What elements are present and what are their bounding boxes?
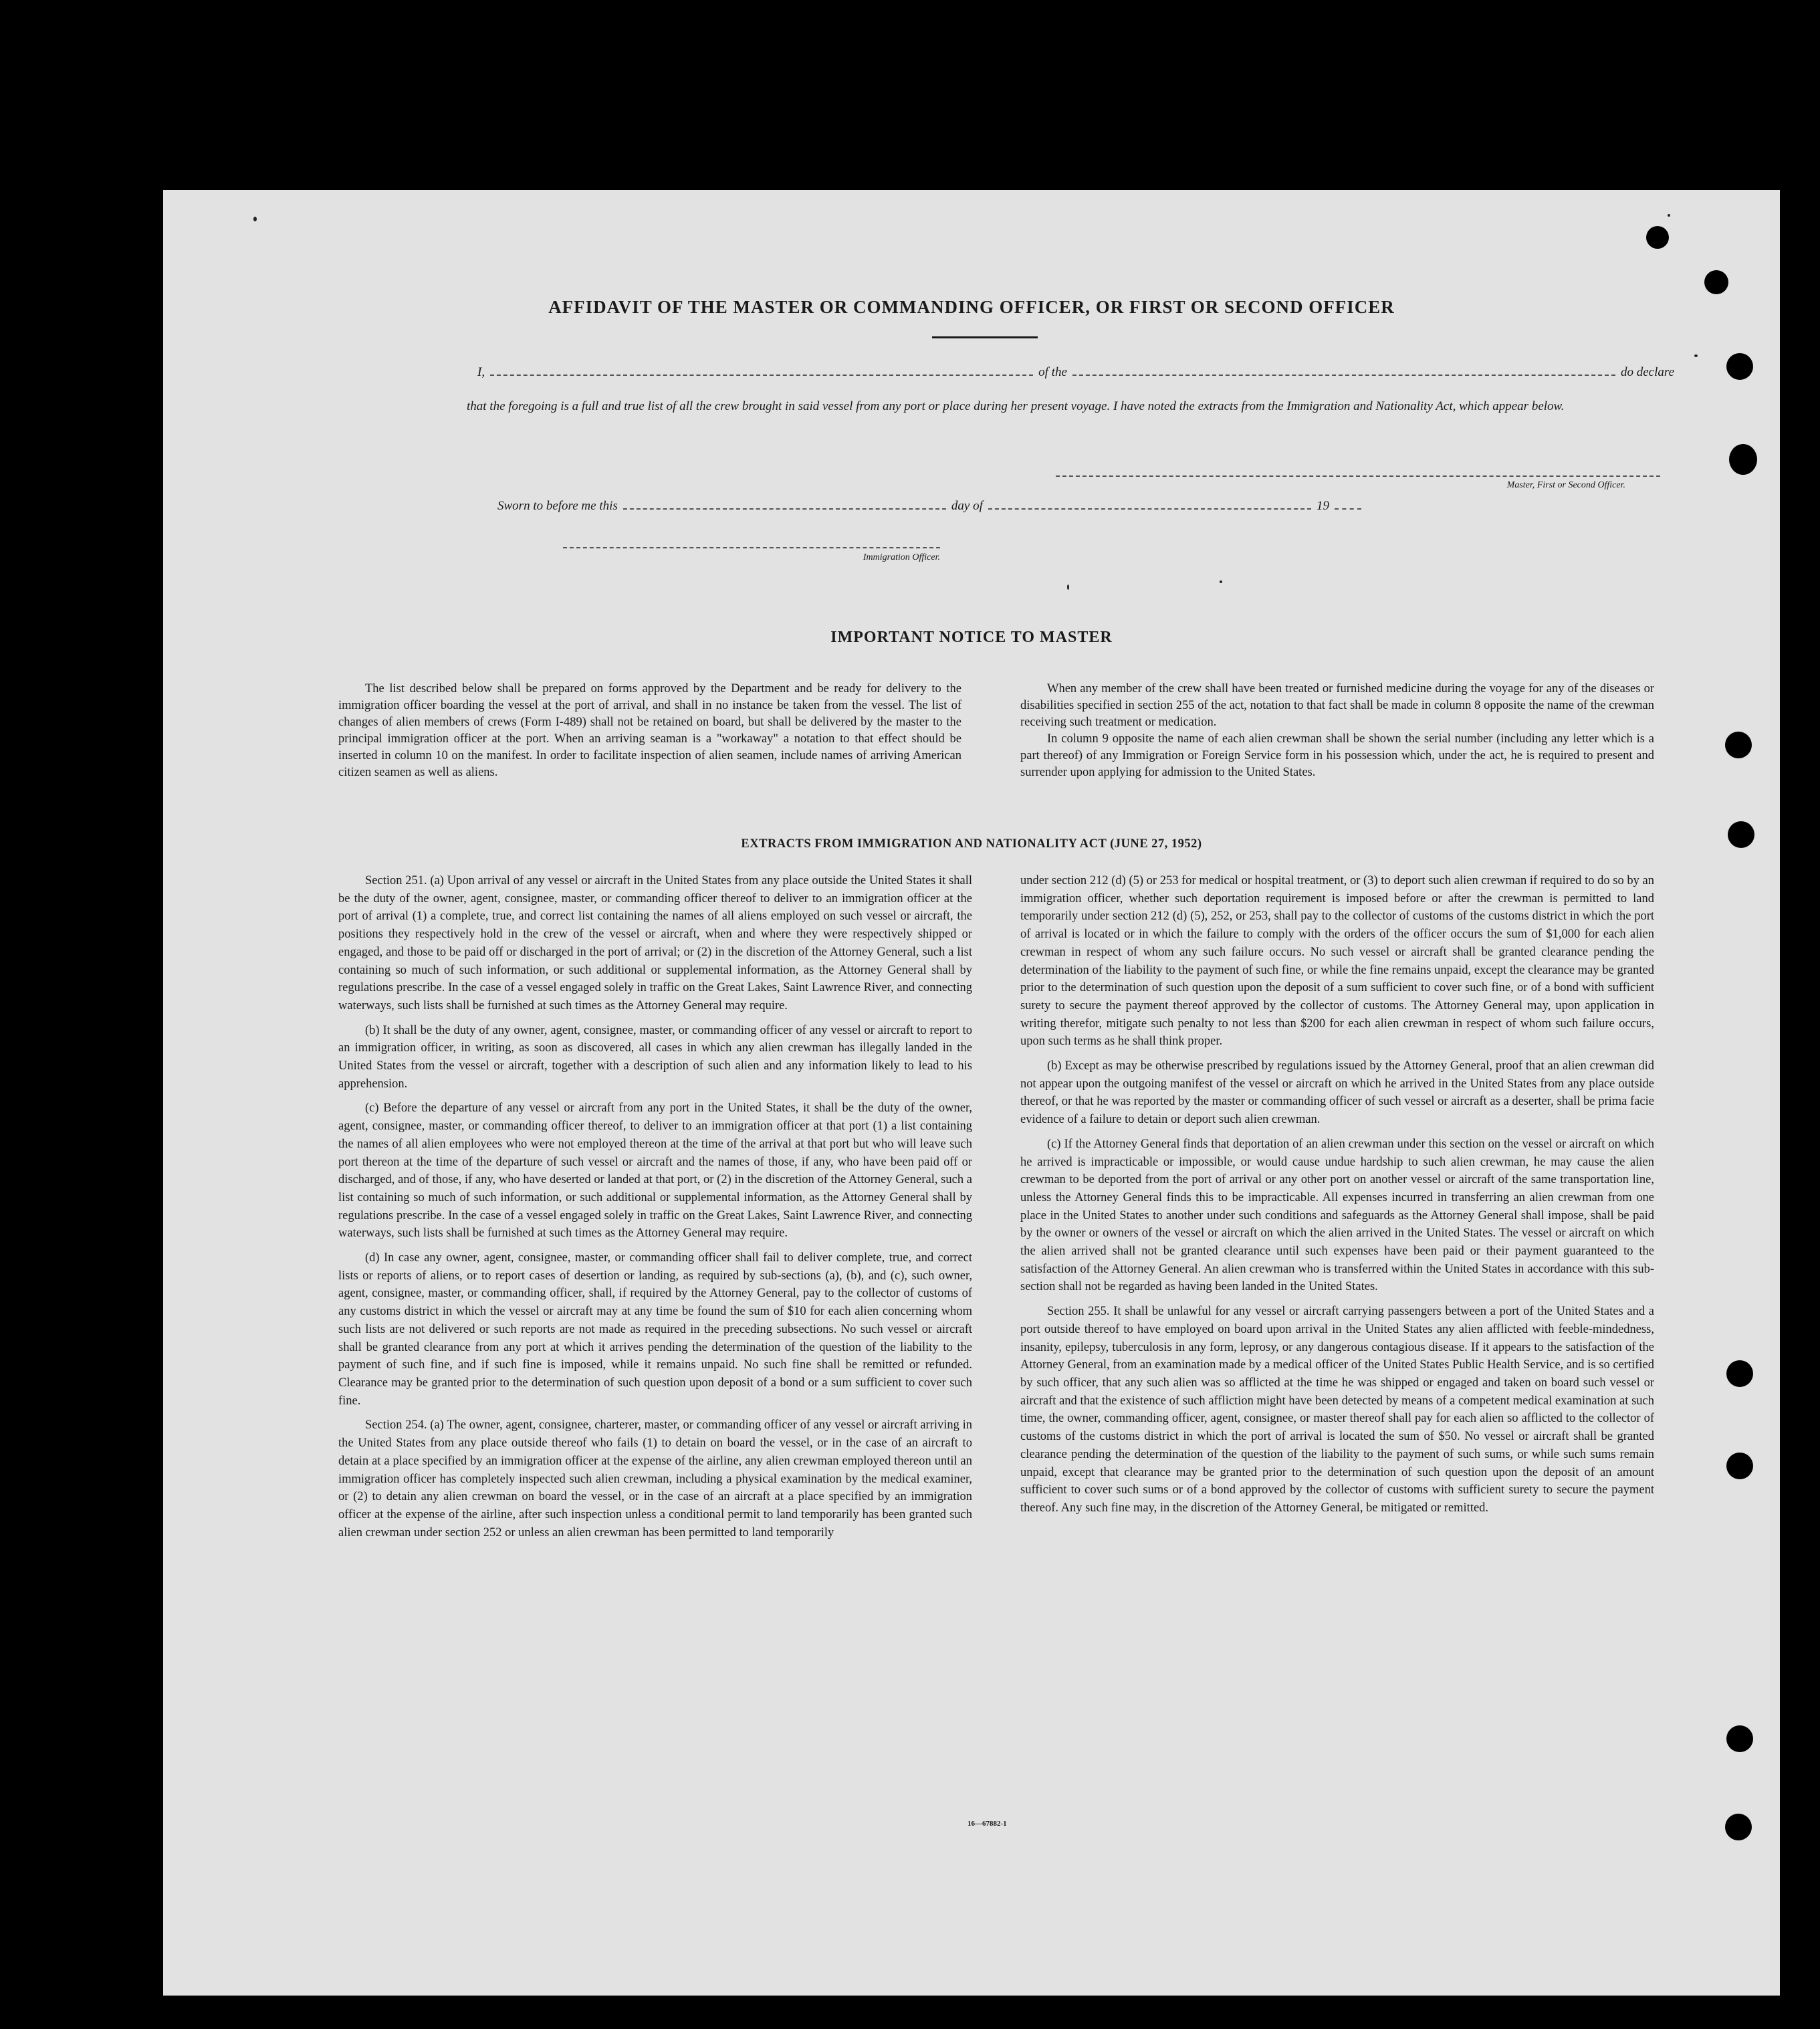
scan-speck bbox=[1694, 354, 1698, 357]
scan-speck bbox=[1668, 214, 1670, 217]
vessel-blank[interactable] bbox=[1072, 365, 1615, 376]
notice-right-p1: When any member of the crew shall have been treated or furnished medicine during the voyage for any of the diseases or disabilities specified in section 255 of the act, notation to that fact shall be made in column 8 opposite the name of the crewman receiving such treatment or medication. bbox=[1020, 682, 1654, 729]
officer-signature-line[interactable] bbox=[563, 547, 940, 548]
section-251-a: Section 251. (a) Upon arrival of any vessel or aircraft in the United States from any place outside the United States it shall be the duty of the owner, agent, consignee, master, or commanding officer thereof to deliver to an immigration officer at the port of arrival (1) a complete, true, and correct list containing the names of all aliens employed on such vessel or aircraft, the positions they respectively hold in the crew of the vessel or aircraft, when and where they were respectively shipped or engaged, and those to be paid off or discharged in the port of arrival; or (2) in the discretion of the Attorney General, such a list containing so much of such information, or such additional or supplemental information, as the Attorney General shall by regulations prescribe. In the case of a vessel engaged solely in traffic on the Great Lakes, Saint Lawrence River, and connecting waterways, such lists shall be furnished at such times as the Attorney General may require. bbox=[338, 874, 972, 1012]
sworn-label: Sworn to before me this bbox=[497, 499, 618, 513]
section-251-c: (c) Before the departure of any vessel or aircraft from any port in the United States, it shall be the duty of the owner, agent, consignee, master, or commanding officer thereof, to deliver to an immigration officer at that port (1) a list containing the names of all alien employees who were not employed thereon at the time of the arrival at that port but who will leave such port thereon at the time of the departure of such vessel or aircraft and the names of those, if any, who have been paid off or discharged, and of those, if any, who have deserted or landed at that port, or (2) in the discretion of the Attorney General, such a list containing so much of such information, or such additional or supplemental information, as the Attorney General shall by regulations prescribe. In the case of a vessel engaged solely in traffic on the Great Lakes, Saint Lawrence River, and connecting waterways, such lists shall be furnished at such times as the Attorney General may require. bbox=[338, 1101, 972, 1241]
binder-hole bbox=[1726, 1360, 1753, 1387]
section-254-a: Section 254. (a) The owner, agent, consignee, charterer, master, or commanding officer of any vessel or aircraft arriving in the United States from any place outside thereof who fails (1) to detain on board the vessel, or in the case of an aircraft to detain at a place specified by an immigration officer at the expense of the airline, any alien crewman employed thereon until an immigration officer has completely inspected such alien crewman, including a physical examination by the medical examiner, or (2) to detain any alien crewman on board the vessel, or in the case of an aircraft at a place specified by an immigration officer at the expense of the airline, after such inspection unless a conditional permit to land temporarily has been granted such alien crewman under section 252 or unless an alien crewman has been permitted to land temporarily bbox=[338, 1418, 972, 1539]
section-254-a-cont: under section 212 (d) (5) or 253 for medical or hospital treatment, or (3) to deport such alien crewman if required to do so by an immigration officer, whether such deportation requirement is imposed before or after the crewman is permitted to land temporarily under section 212 (d) (5), 252, or 253, shall pay to the collector of customs of the customs district in which the port of arrival is located or in which the failure to comply with the orders of the officer occurs the sum of $1,000 for each alien crewman in respect of whom any such failure occurs. No such vessel or aircraft shall be granted clearance pending the determination of the liability to the payment of such fine, or while the fine remains unpaid, except the clearance may be granted prior to the determination of such question upon the deposit of a sum sufficient to cover such fine, or of a bond with sufficient surety to secure the payment thereof approved by the collector of customs. The Attorney General may, upon application in writing therefor, mitigate such penalty to not less than $200 for each alien crewman in respect of whom such failure occurs, upon such terms as he shall think proper. bbox=[1020, 874, 1654, 1049]
notice-left-text: The list described below shall be prepared on forms approved by the Department and be ready for delivery to the immigration officer boarding the vessel at the port of arrival, and shall in no instance be taken from the vessel. The list of changes of alien members of crews (Form I-489) shall not be retained on board, but shall be delivered by the master to the principal immigration officer at the port. When an arriving seaman is a "workaway" a notation to that effect should be inserted in column 10 on the manifest. In order to facilitate inspection of alien seamen, include names of arriving American citizen seamen as well as aliens. bbox=[338, 682, 961, 779]
section-251-b: (b) It shall be the duty of any owner, agent, consignee, master, or commanding officer of any vessel or aircraft to report to an immigration officer, in writing, as soon as discovered, all cases in which any alien crewman has illegally landed in the United States from the vessel or aircraft, together with a description of such alien and any information likely to lead to his apprehension. bbox=[338, 1023, 972, 1091]
form-code: 16—67882-1 bbox=[968, 1820, 1007, 1828]
master-signature-line[interactable] bbox=[1056, 475, 1660, 477]
scan-speck bbox=[1220, 580, 1222, 583]
binder-hole bbox=[1726, 1725, 1753, 1752]
notice-right bbox=[1020, 681, 1654, 781]
extracts-left-column bbox=[338, 872, 972, 1548]
title-rule bbox=[932, 336, 1038, 338]
section-254-b: (b) Except as may be otherwise prescribed by regulations issued by the Attorney General, proof that an alien crewman did not appear upon the outgoing manifest of the vessel or aircraft on which he arrived in the United States from any place outside thereof, or that he was reported by the master or commanding officer of such vessel or aircraft as a deserter, shall be prima facie evidence of a failure to detain or deport such alien crewman. bbox=[1020, 1059, 1654, 1127]
form-page bbox=[163, 190, 1780, 1996]
section-255: Section 255. It shall be unlawful for any vessel or aircraft carrying passengers between a port of the United States and a port outside thereof to have employed on board upon arrival in the United States any alien afflicted with feeble-mindedness, insanity, epilepsy, tuberculosis in any form, leprosy, or any dangerous contagious disease. If it appears to the satisfaction of the Attorney General, from an examination made by a medical officer of the United States Public Health Service, and is so certified by such officer, that any such alien was so afflicted at the time he was shipped or engaged and taken on board such vessel or aircraft and that the existence of such affliction might have been detected by means of a competent medical examination at such time, the owner, commanding officer, agent, consignee, or master thereof shall pay for each alien so afflicted to the collector of customs of the customs district in which the port of arrival is located the sum of $50. No vessel or aircraft shall be granted clearance pending the determination of the question of the liability to the payment of such sums, or while such sums remain unpaid, except that clearance may be granted prior to the determination of such question upon the deposit of an amount sufficient to cover such sums or of a bond approved by the collector of customs with sufficient surety to secure the payment thereof. Any such fine may, in the discretion of the Attorney General, be mitigated or remitted. bbox=[1020, 1305, 1654, 1515]
extracts-title: EXTRACTS FROM IMMIGRATION AND NATIONALITY ACT (JUNE 27, 1952) bbox=[741, 837, 1202, 851]
notice-title: IMPORTANT NOTICE TO MASTER bbox=[830, 629, 1113, 646]
officer-caption: Immigration Officer. bbox=[863, 552, 940, 562]
binder-hole bbox=[1726, 1453, 1753, 1479]
do-declare-label: do declare bbox=[1620, 365, 1675, 379]
declaration-line bbox=[477, 365, 1674, 380]
affidavit-title: AFFIDAVIT OF THE MASTER OR COMMANDING OFFICER, OR FIRST OR SECOND OFFICER bbox=[548, 297, 1395, 317]
scan-speck bbox=[1067, 584, 1069, 590]
binder-hole bbox=[1646, 226, 1669, 249]
sworn-day-blank[interactable] bbox=[623, 499, 946, 510]
day-of-label: day of bbox=[951, 499, 983, 513]
sworn-month-blank[interactable] bbox=[988, 499, 1311, 510]
of-the-label: of the bbox=[1038, 365, 1067, 379]
master-caption: Master, First or Second Officer. bbox=[1506, 480, 1625, 490]
name-blank[interactable] bbox=[490, 365, 1033, 376]
binder-hole bbox=[1704, 270, 1728, 294]
binder-hole bbox=[1729, 444, 1757, 475]
section-254-c: (c) If the Attorney General finds that deportation of an alien crewman under this section on the vessel or aircraft on which he arrived is impracticable or impossible, or would cause undue hardship to such alien crewman, he may cause the alien crewman to be deported from the port of arrival or any other port on another vessel or aircraft of the same transportation line, unless the Attorney General finds this to be impracticable. All expenses incurred in transferring an alien crewman from one place in the United States to another under such conditions and safeguards as the Attorney General shall impose, shall be paid by the owner or owners of the vessel or aircraft on which the alien arrived in the United States. The vessel or aircraft on which the alien arrived shall not be granted clearance until such expenses have been paid or their payment guaranteed to the satisfaction of the Attorney General. An alien crewman who is transferred within the United States in accordance with this sub-section shall not be regarded as having been landed in the United States. bbox=[1020, 1137, 1654, 1294]
scan-speck bbox=[253, 217, 257, 221]
declaration-statement: that the foregoing is a full and true list of all the crew brought in said vessel from any port or place during her present voyage. I have noted the extracts from the Immigration and Nationality Act, which appear below. bbox=[467, 399, 1565, 413]
binder-hole bbox=[1725, 1814, 1752, 1840]
binder-hole bbox=[1725, 732, 1752, 758]
year-label: 19 bbox=[1317, 499, 1330, 513]
notice-right-p2: In column 9 opposite the name of each alien crewman shall be shown the serial number (including any letter which is a part thereof) of any Immigration or Foreign Service form in his possession which, under the act, he is required to present and surrender upon applying for admission to the United States. bbox=[1020, 732, 1654, 779]
extracts-right-column bbox=[1020, 872, 1654, 1524]
sworn-line bbox=[497, 499, 1367, 514]
binder-hole bbox=[1726, 353, 1753, 380]
year-blank[interactable] bbox=[1335, 499, 1361, 510]
section-251-d: (d) In case any owner, agent, consignee, master, or commanding officer shall fail to deliver complete, true, and correct lists or reports of aliens, or to report cases of desertion or landing, as required by sub-sections (a), (b), and (c), such owner, agent, consignee, master, or commanding officer, shall, if required by the Attorney General, pay to the collector of customs of any customs district in which the vessel or aircraft may at any time be found the sum of $10 for each alien concerning whom such lists are not delivered or such reports are not made as required in the preceding subsections. No such vessel or aircraft shall be granted clearance from any port at which it arrives pending the determination of the question of the liability to the payment of such fine, and if such fine is imposed, while it remains unpaid. No such fine shall be remitted or refunded. Clearance may be granted prior to the determination of such question upon deposit of a bond or a sum sufficient to cover such fine. bbox=[338, 1251, 972, 1408]
binder-hole bbox=[1728, 821, 1754, 848]
i-label: I, bbox=[477, 365, 485, 379]
